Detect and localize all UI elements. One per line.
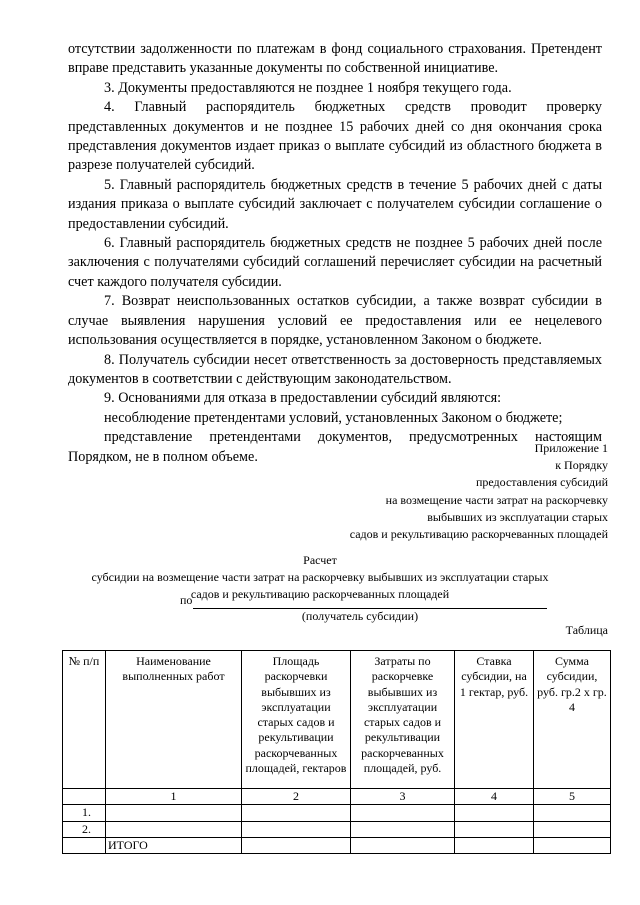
table-header-cell: Площадь раскорчевки выбывших из эксплуатации старых садов и рекультивации раскорчеванных площадей, гектаров [242,651,351,789]
recipient-blank-underline [193,595,547,609]
paragraph-6: 6. Главный распорядитель бюджетных средств не позднее 5 рабочих дней после заключения с получателями субсидий соглашений перечисляет субсидии на расчетный счет каждого получателя субсидии. [68,235,602,290]
table-cell [242,837,351,853]
table-row [63,805,611,821]
table-cell [242,821,351,837]
table-cell [455,837,534,853]
table-cell [455,821,534,837]
column-number: 5 [534,789,611,805]
column-number: 2 [242,789,351,805]
table-header-cell: Ставка субсидии, на 1 гектар, руб. [455,651,534,789]
appendix-line: выбывших из эксплуатации старых [427,509,608,524]
document-body [68,40,602,467]
row-number: 1. [63,805,106,821]
table-cell [534,837,611,853]
table-cell [351,805,455,821]
table-cell [351,837,455,853]
table-label: Таблица [565,623,608,637]
recipient-caption: (получатель субсидии) [301,609,419,623]
paragraph-7: 7. Возврат неиспользованных остатков субсидии, а также возврат субсидии в случае выявления нарушения условий ее предоставления или ее нецелевого использования осуществляется в порядке, установленном Законом о бюджете. [68,293,602,349]
column-number-row [63,789,611,805]
table-total-row [63,837,611,853]
table-header-cell: Наименование выполненных работ [106,651,242,789]
table-header-cell: № п/п [63,651,106,789]
table-cell [351,821,455,837]
table-cell [534,805,611,821]
recipient-line [180,592,547,609]
appendix-line: на возмещение части затрат на раскорчевку [385,492,608,507]
table-header-cell: Сумма субсидии, руб. гр.2 х гр. 4 [534,651,611,789]
row-name: ИТОГО [106,837,242,853]
paragraph-8: 8. Получатель субсидии несет ответственность за достоверность представляемых документов в соответствии с действующим законодательством. [68,351,602,387]
table-row [63,821,611,837]
appendix-line: к Порядку [555,458,608,473]
table-cell [534,821,611,837]
paragraph-continuation: отсутствии задолженности по платежам в фонд социального страхования. Претендент вправе представить указанные документы по собственной инициативе. [68,41,602,77]
paragraph-9-item-2: представление претендентами документов, предусмотренных настоящим Порядком, не в полном объеме. [68,429,602,465]
table-header-row [63,651,611,789]
calculation-subtitle-line: субсидии на возмещение части затрат на раскорчевку выбывших из эксплуатации старых [91,570,549,584]
paragraph-9: 9. Основаниями для отказа в предоставлении субсидий являются: [104,390,502,407]
paragraph-5: 5. Главный распорядитель бюджетных средств в течение 5 рабочих дней с даты издания приказа о выплате субсидий заключает с получателем субсидии соглашение о предоставлении субсидий. [68,176,602,232]
table-cell [63,789,106,805]
paragraph-3: 3. Документы предоставляются не позднее 1 ноября текущего года. [104,79,512,96]
appendix-line: Приложение 1 [534,441,608,455]
calculation-subtitle-line: садов и рекультивацию раскорчеванных площадей [190,587,450,601]
column-number: 1 [106,789,242,805]
row-name [106,805,242,821]
po-label: по [180,593,193,607]
paragraph-9-item-1: несоблюдение претендентами условий, установленных Законом о бюджете; [104,409,563,426]
column-number: 4 [455,789,534,805]
appendix-line: садов и рекультивацию раскорчеванных площадей [349,527,608,542]
appendix-line: предоставления субсидий [475,475,608,490]
calculation-title: Расчет [303,553,337,567]
table-cell [455,805,534,821]
column-number: 3 [351,789,455,805]
appendix-header [350,440,608,543]
row-name [106,821,242,837]
paragraph-4: 4. Главный распорядитель бюджетных средств проводит проверку представленных документов и не позднее 15 рабочих дней со дня окончания срока представления документов издает приказ о выплате субсидий из областного бюджета в разрезе получателей субсидий. [68,99,602,174]
table-header-cell: Затраты по раскорчевке выбывших из эксплуатации старых садов и рекультивации раскорчеванных площадей, руб. [351,651,455,789]
table-cell [242,805,351,821]
row-number [63,837,106,853]
row-number: 2. [63,821,106,837]
subsidy-calculation-table [62,650,611,854]
